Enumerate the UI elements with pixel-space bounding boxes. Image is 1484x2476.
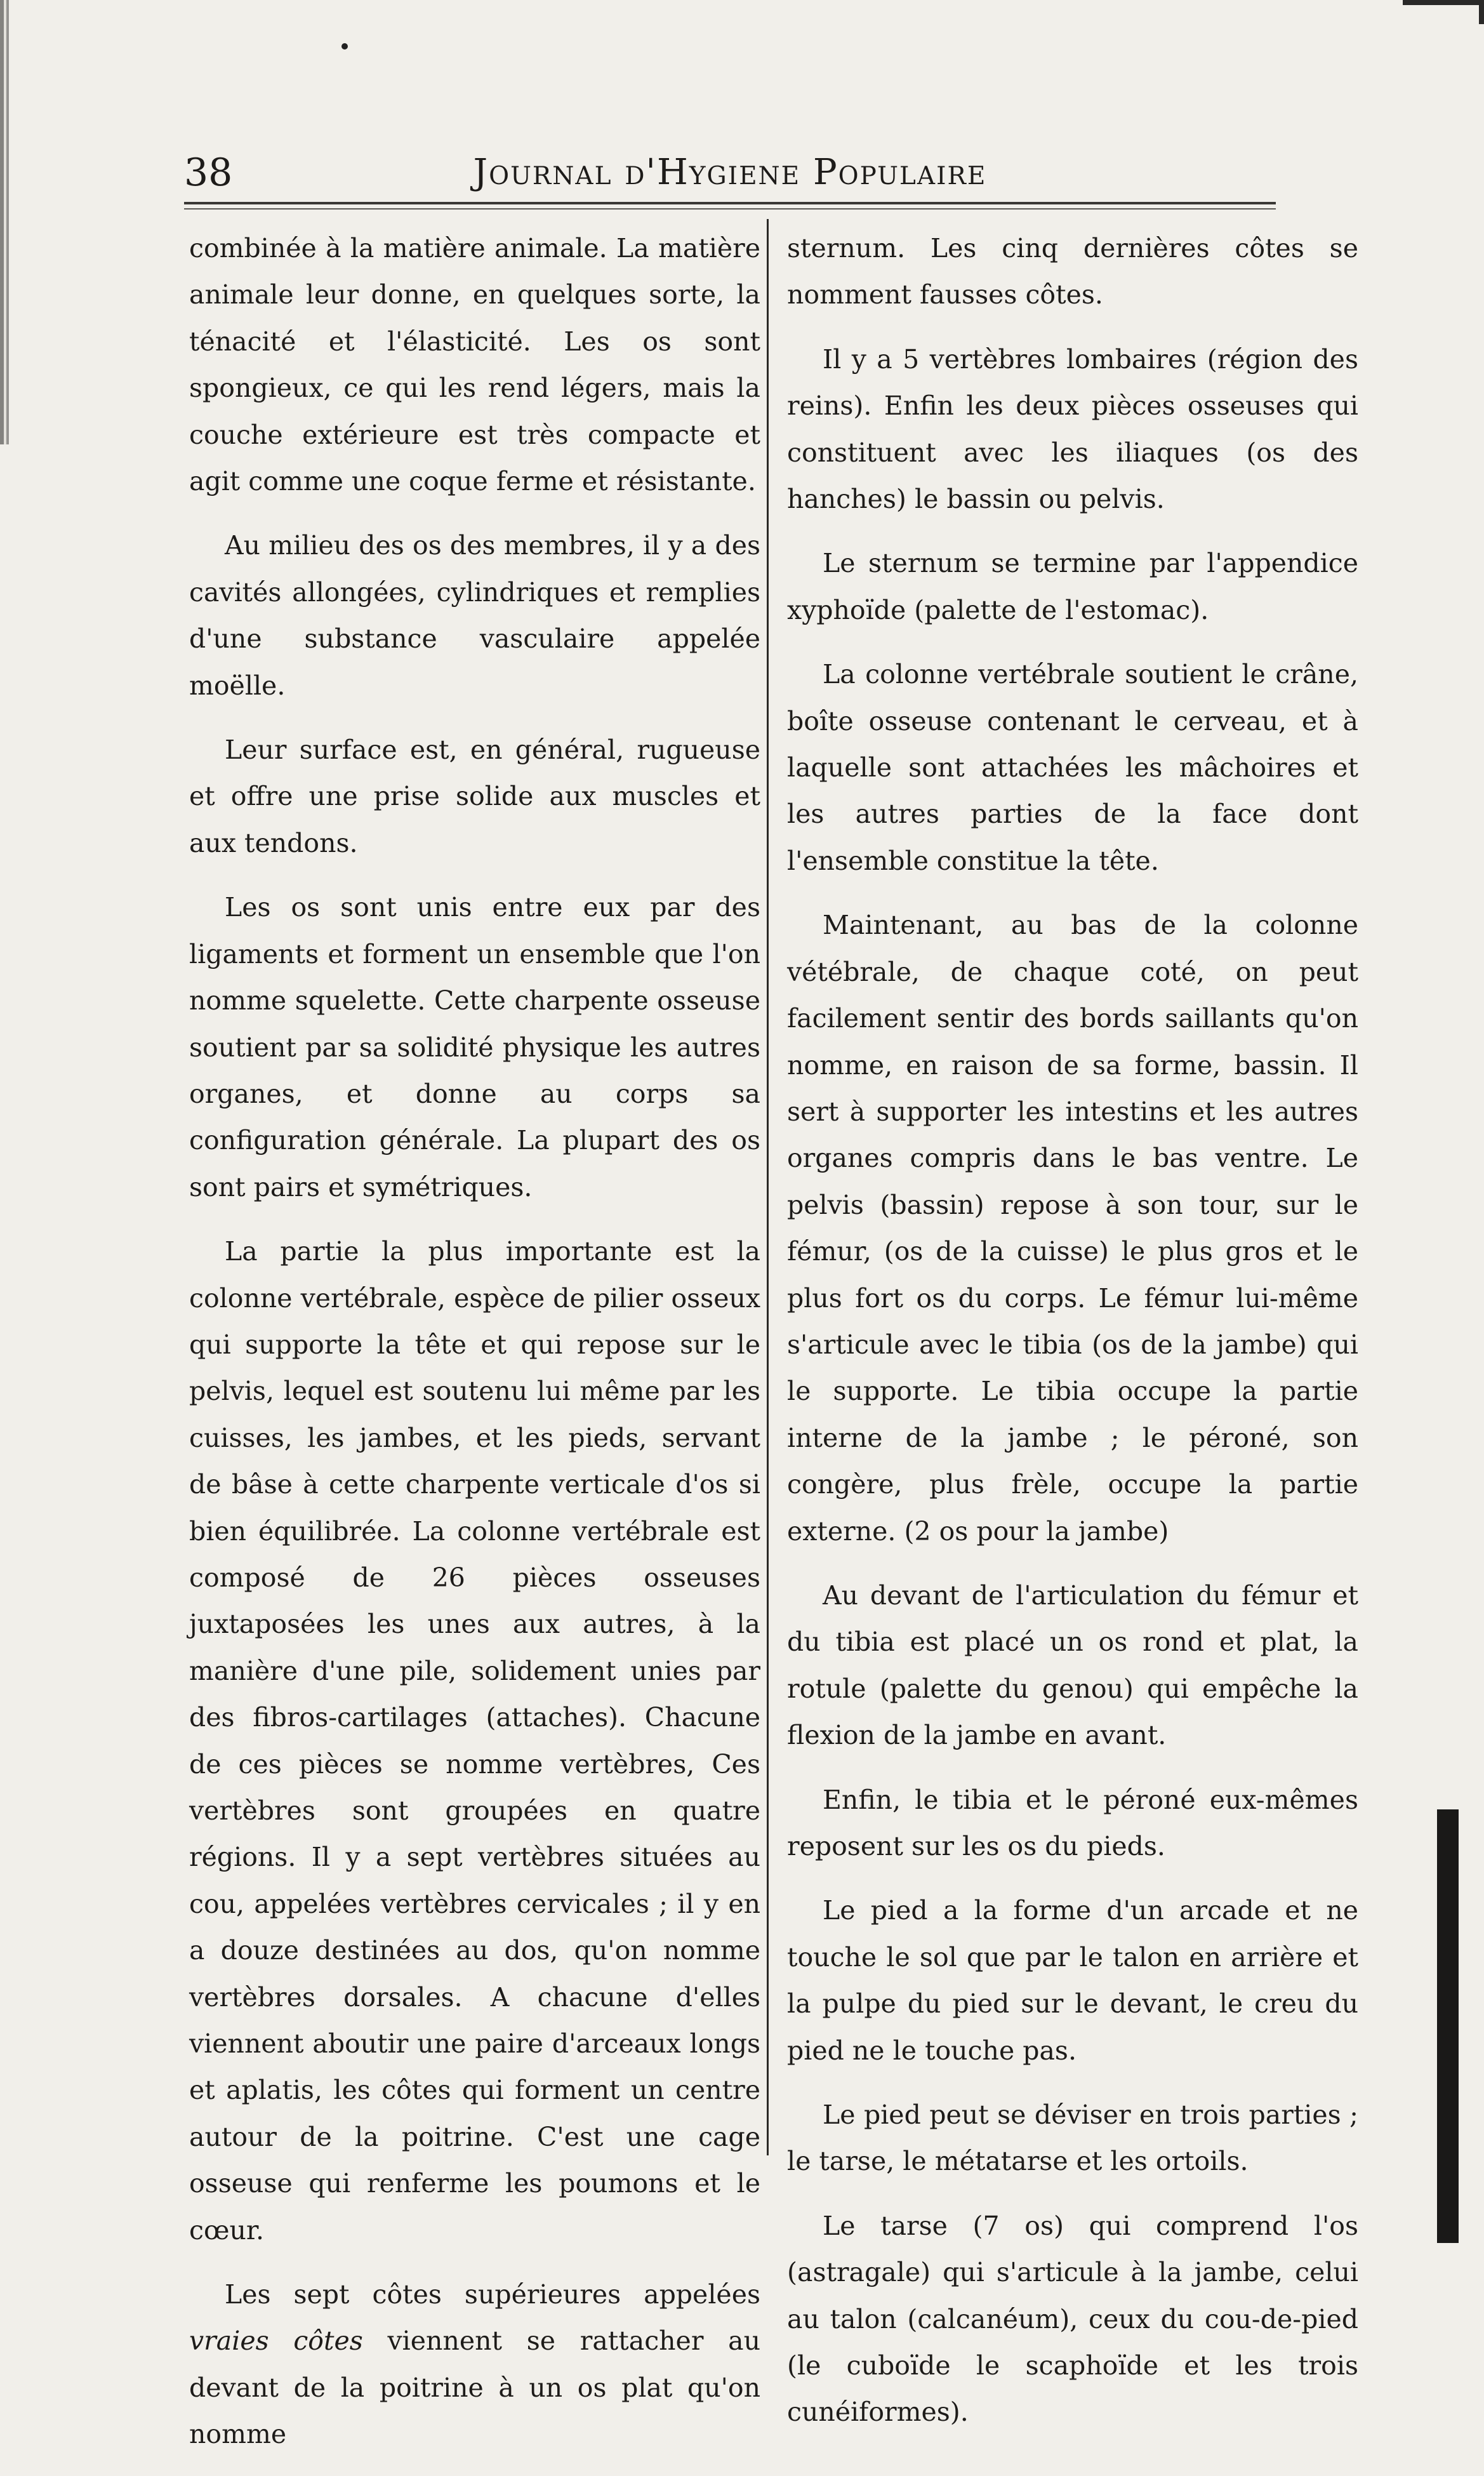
paragraph: Il y a 5 vertèbres lombaires (région des reins). Enfin les deux pièces osseuses qui constituent avec les iliaques (os des hanches) le bassin ou pelvis. [787, 343, 1358, 515]
paragraph: combinée à la matière animale. La matière animale leur donne, en quelques sorte, la ténacité et l'élasticité. Les os sont spongieux, ce qui les rend légers, mais la couche extérieure est très compacte et agit comme une coque ferme et résistante. [189, 233, 760, 497]
column-divider [767, 219, 769, 2155]
header-rule [184, 202, 1276, 204]
header-rule-secondary [184, 208, 1276, 210]
paragraph-text: Les sept côtes supérieures appelées [225, 2279, 760, 2310]
paragraph-text: viennent se rattacher au devant de la poitrine à un os plat qu'on nomme [189, 2326, 760, 2450]
paragraph: sternum. Les cinq dernières côtes se nomment fausses côtes. [787, 233, 1358, 310]
page-number: 38 [184, 150, 233, 195]
left-column [189, 225, 760, 2476]
paragraph [189, 2272, 760, 2458]
paragraph: Au devant de l'articulation du fémur et du tibia est placé un os rond et plat, la rotule (palette du genou) qui empêche la flexion de la jambe en avant. [787, 1580, 1358, 1751]
paragraph: Le pied peut se déviser en trois parties ; le tarse, le métatarse et les ortoils. [787, 2100, 1358, 2177]
running-title: Journal d'Hygiene Populaire [473, 152, 987, 193]
paragraph: Le sternum se termine par l'appendice xyphoïde (palette de l'estomac). [787, 548, 1358, 625]
paragraph: Le pied a la forme d'un arcade et ne touche le sol que par le talon en arrière et la pulpe du pied sur le devant, le creu du pied ne le touche pas. [787, 1895, 1358, 2066]
paragraph: La partie la plus importante est la colonne vertébrale, espèce de pilier osseux qui supporte la tête et qui repose sur le pelvis, lequel est soutenu lui même par les cuisses, les jambes, et les pieds, servant de bâse à cette charpente verticale d'os si bien équilibrée. La colonne vertébrale est composé de 26 pièces osseuses juxtaposées les unes aux autres, à la manière d'une pile, solidement unies par des fibros-cartilages (attaches). Chacune de ces pièces se nomme vertèbres, Ces vertèbres sont groupées en quatre régions. Il y a sept vertèbres situées au cou, appelées vertèbres cervicales ; il y en a douze destinées au dos, qu'on nomme vertèbres dorsales. A chacune d'elles viennent aboutir une paire d'arceaux longs et aplatis, les côtes qui forment un centre autour de la poitrine. C'est une cage osseuse qui renferme les poumons et le cœur. [189, 1236, 760, 2246]
italic-term: vraies côtes [189, 2326, 363, 2357]
scan-corner-artifact [1403, 0, 1484, 24]
paragraph: Au milieu des os des membres, il y a des cavités allongées, cylindriques et remplies d'une substance vasculaire appelée moëlle. [189, 530, 760, 701]
ink-speck [341, 43, 348, 50]
scan-edge-artifact-right [1437, 1809, 1459, 2243]
paragraph: Les os sont unis entre eux par des ligaments et forment un ensemble que l'on nomme squelette. Cette charpente osseuse soutient par sa solidité physique les autres organes, et donne au corps sa configuration générale. La plupart des os sont pairs et symétriques. [189, 892, 760, 1202]
page-header [184, 147, 1276, 198]
paragraph: Leur surface est, en général, rugueuse et offre une prise solide aux muscles et aux tendons. [189, 735, 760, 858]
scan-edge-artifact [0, 0, 25, 444]
paragraph: Enfin, le tibia et le péroné eux-mêmes reposent sur les os du pieds. [787, 1784, 1358, 1861]
right-column [787, 225, 1358, 2454]
paragraph: Le tarse (7 os) qui comprend l'os (astragale) qui s'articule à la jambe, celui au talon (calcanéum), ceux du cou-de-pied (le cuboïde le scaphoïde et les trois cunéiformes). [787, 2210, 1358, 2428]
paragraph: La colonne vertébrale soutient le crâne, boîte osseuse contenant le cerveau, et à laquelle sont attachées les mâchoires et les autres parties de la face dont l'ensemble constitue la tête. [787, 659, 1358, 876]
paragraph: Maintenant, au bas de la colonne vétébrale, de chaque coté, on peut facilement sentir des bords saillants qu'on nomme, en raison de sa forme, bassin. Il sert à supporter les intestins et les autres organes compris dans le bas ventre. Le pelvis (bassin) repose à son tour, sur le fémur, (os de la cuisse) le plus gros et le plus fort os du corps. Le fémur lui-même s'articule avec le tibia (os de la jambe) qui le supporte. Le tibia occupe la partie interne de la jambe ; le péroné, son congère, plus frèle, occupe la partie externe. (2 os pour la jambe) [787, 910, 1358, 1547]
